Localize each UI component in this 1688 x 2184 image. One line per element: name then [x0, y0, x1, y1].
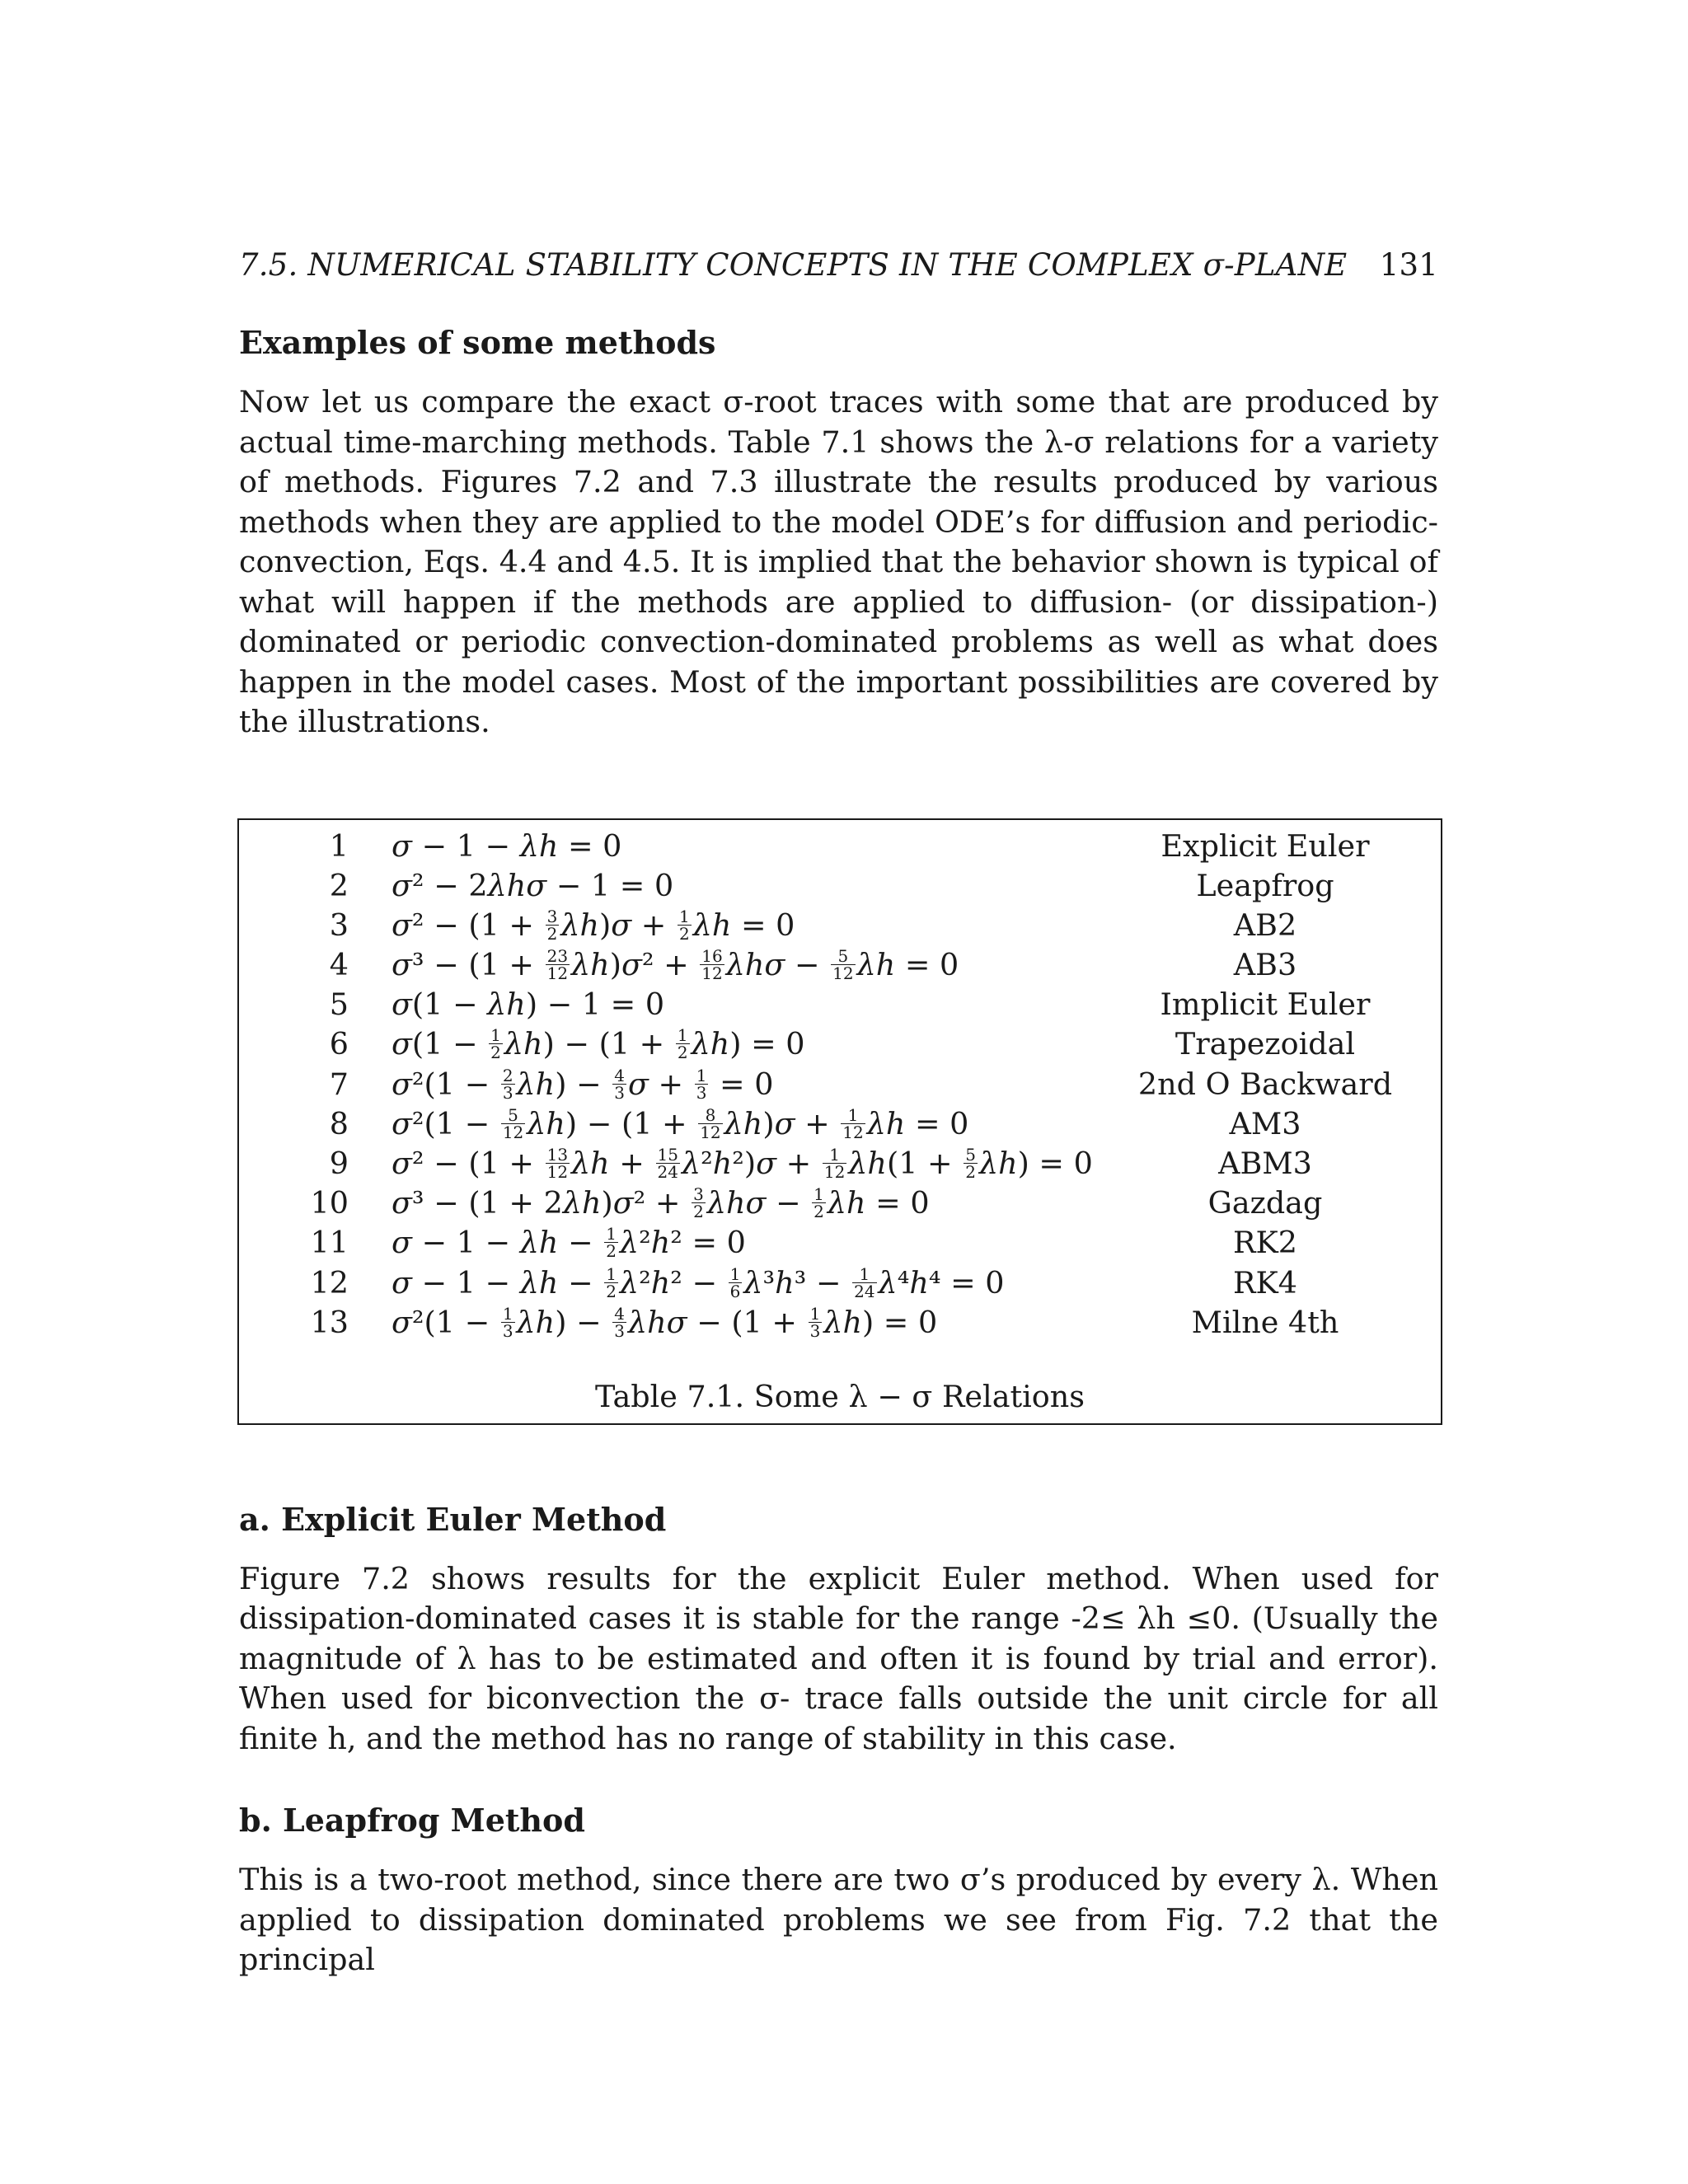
- row-number: 13: [310, 1304, 349, 1340]
- row-equation: σ(1 − $\frac{1}{2}$ λh) − (1 + $\frac{1}{2}$ λh) = 0: [392, 1025, 805, 1063]
- table-row: [239, 1303, 1441, 1343]
- page-number: 131: [1379, 247, 1438, 283]
- table-row: [239, 1104, 1441, 1144]
- row-method: Leapfrog: [1196, 867, 1334, 903]
- row-equation: σ − 1 − λh = 0: [392, 827, 622, 864]
- table-row: [239, 866, 1441, 906]
- section-heading-examples: Examples of some methods: [239, 324, 716, 361]
- row-equation: σ − 1 − λh − $\frac{1}{2}$ λ²h² = 0: [392, 1224, 746, 1262]
- row-equation: σ² − 2λhσ − 1 = 0: [392, 867, 674, 903]
- table-row: [239, 1183, 1441, 1223]
- row-equation: σ³ − (1 + $\frac{23}{12}$ λh)σ² + $\frac{16}{12}$ λhσ − $\frac{5}{12}$ λh = 0: [392, 946, 959, 984]
- row-method: RK2: [1233, 1225, 1297, 1261]
- row-method: RK4: [1233, 1264, 1297, 1301]
- page: [239, 247, 1438, 1980]
- row-method: Trapezoidal: [1175, 1026, 1356, 1062]
- row-equation: σ² − (1 + $\frac{3}{2}$ λh)σ + $\frac{1}{2}$ λh = 0: [392, 906, 795, 944]
- running-head: [239, 247, 1438, 283]
- row-equation: σ²(1 − $\frac{1}{3}$ λh) − $\frac{4}{3}$ λhσ − (1 + $\frac{1}{3}$ λh) = 0: [392, 1303, 938, 1341]
- table-row: [239, 1263, 1441, 1303]
- row-number: 9: [329, 1146, 349, 1181]
- row-number: 7: [329, 1066, 349, 1102]
- row-method: Explicit Euler: [1160, 827, 1370, 864]
- table-row: [239, 945, 1441, 985]
- table-row: [239, 985, 1441, 1024]
- row-number: 2: [329, 867, 349, 903]
- table-row: [239, 1024, 1441, 1064]
- row-equation: σ² − (1 + $\frac{13}{12}$ λh + $\frac{15}{24}$ λ²h²)σ + $\frac{1}{12}$ λh(1 + $\frac{5}{2}$ λh) = 0: [392, 1145, 1093, 1182]
- row-method: AB3: [1233, 947, 1297, 983]
- row-number: 11: [310, 1225, 349, 1261]
- intro-paragraph: Now let us compare the exact σ-root traces with some that are produced by actual time-marching methods. Table 7.1 shows the λ-σ relations for a variety of methods. Figures 7.2 and 7.3 illustrate the results produced by various methods when they are applied to the model ODE’s for diffusion and periodic-convection, Eqs. 4.4 and 4.5. It is implied that the behavior shown is typical of what will happen if the methods are applied to diffusion- (or dissipation-) dominated or periodic convection-dominated problems as well as what does happen in the model cases. Most of the important possibilities are covered by the illustrations.: [239, 384, 1438, 739]
- row-method: AB2: [1233, 907, 1297, 943]
- table-caption: Table 7.1. Some λ − σ Relations: [594, 1378, 1085, 1414]
- row-method: Milne 4th: [1191, 1304, 1339, 1340]
- table-rows: [239, 827, 1441, 1343]
- row-method: Implicit Euler: [1160, 987, 1371, 1023]
- row-number: 8: [329, 1105, 349, 1141]
- section-heading-leapfrog: b. Leapfrog Method: [239, 1802, 585, 1839]
- row-number: 5: [329, 987, 349, 1023]
- table-row: [239, 827, 1441, 866]
- row-equation: σ²(1 − $\frac{5}{12}$ λh) − (1 + $\frac{8}{12}$ λh)σ + $\frac{1}{12}$ λh = 0: [392, 1104, 969, 1142]
- running-title: 7.5. NUMERICAL STABILITY CONCEPTS IN THE COMPLEX σ-PLANE: [239, 247, 1348, 283]
- row-number: 12: [310, 1264, 349, 1301]
- row-equation: σ²(1 − $\frac{2}{3}$ λh) − $\frac{4}{3}$ σ + $\frac{1}{3}$ = 0: [392, 1065, 774, 1103]
- section-heading-explicit-euler: a. Explicit Euler Method: [239, 1500, 667, 1538]
- table-row: [239, 1223, 1441, 1263]
- row-number: 6: [329, 1026, 349, 1062]
- row-number: 4: [329, 947, 349, 983]
- table-7-1: [237, 818, 1442, 1425]
- table-row: [239, 1144, 1441, 1183]
- row-equation: σ − 1 − λh − $\frac{1}{2}$ λ²h² − $\frac{1}{6}$ λ³h³ − $\frac{1}{24}$ λ⁴h⁴ = 0: [392, 1263, 1005, 1301]
- row-number: 10: [310, 1185, 349, 1221]
- row-method: AM3: [1229, 1105, 1301, 1141]
- leapfrog-paragraph: This is a two-root method, since there are two σ’s produced by every λ. When applied to dissipation dominated problems we see from Fig. 7.2 that the principal: [239, 1862, 1438, 1977]
- row-number: 1: [329, 827, 349, 864]
- table-row: [239, 906, 1441, 945]
- row-method: ABM3: [1218, 1146, 1312, 1181]
- explicit-euler-paragraph: Figure 7.2 shows results for the explicit Euler method. When used for dissipation-dominated cases it is stable for the range -2≤ λh ≤0. (Usually the magnitude of λ has to be estimated and often it is found by trial and error). When used for biconvection the σ- trace falls outside the unit circle for all finite h, and the method has no range of stability in this case.: [239, 1560, 1438, 1756]
- row-number: 3: [329, 907, 349, 943]
- row-method: 2nd O Backward: [1137, 1066, 1393, 1102]
- row-equation: σ³ − (1 + 2λh)σ² + $\frac{3}{2}$ λhσ − $\frac{1}{2}$ λh = 0: [392, 1184, 930, 1222]
- row-equation: σ(1 − λh) − 1 = 0: [392, 987, 665, 1023]
- table-row: [239, 1065, 1441, 1104]
- row-method: Gazdag: [1207, 1185, 1323, 1221]
